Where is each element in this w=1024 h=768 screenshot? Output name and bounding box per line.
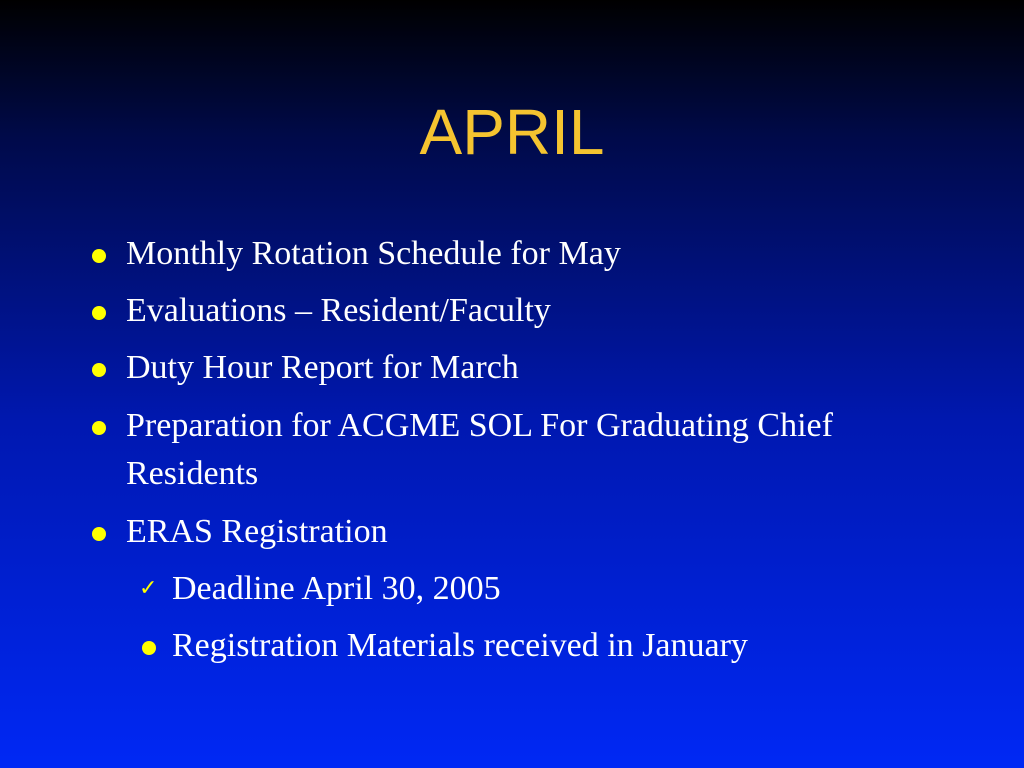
bullet-dot-icon [142, 641, 156, 655]
bullet-item [126, 344, 886, 392]
bullet-dot-icon [92, 306, 106, 320]
bullet-text: Duty Hour Report for March [126, 349, 519, 386]
sub-bullet-item [139, 565, 912, 613]
bullet-item [126, 402, 886, 498]
sub-bullet-text: Registration Materials received in January [172, 627, 748, 664]
slide-title: APRIL [419, 96, 605, 168]
bullet-text: Preparation for ACGME SOL For Graduating Chief Residents [126, 407, 833, 492]
bullet-dot-icon [92, 421, 106, 435]
bullet-dot-icon [92, 249, 106, 263]
bullet-text: ERAS Registration [126, 513, 388, 550]
bullet-dot-icon [92, 527, 106, 541]
bullet-item [126, 508, 886, 556]
checkmark-icon: ✓ [139, 576, 158, 601]
bullet-text: Evaluations – Resident/Faculty [126, 292, 551, 329]
bullet-dot-icon [92, 363, 106, 377]
bullet-item [126, 230, 886, 278]
bullet-text: Monthly Rotation Schedule for May [126, 235, 621, 272]
sub-bullet-text: Deadline April 30, 2005 [172, 570, 501, 607]
bullet-item [126, 287, 886, 335]
sub-bullet-item [172, 622, 912, 670]
